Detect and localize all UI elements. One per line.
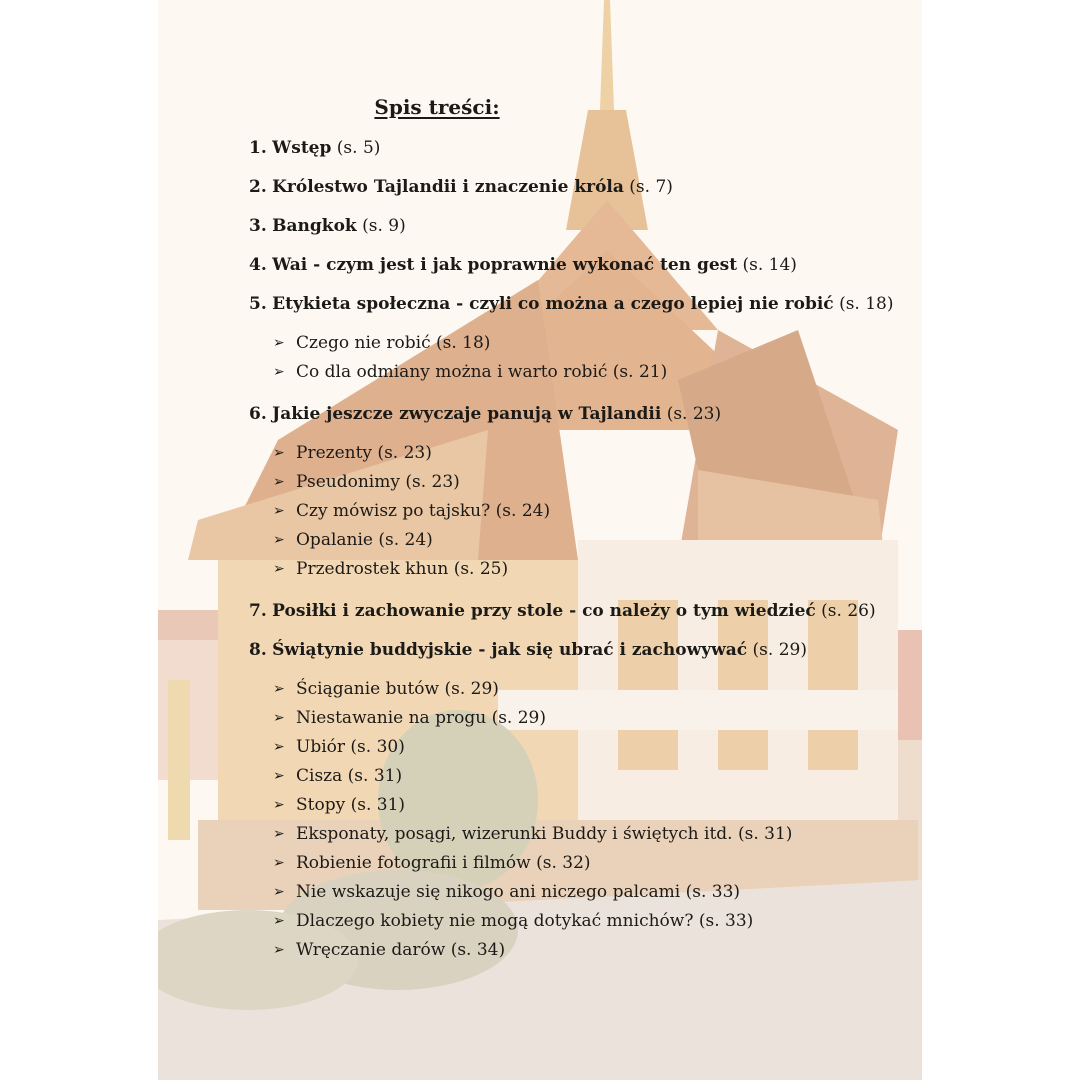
section-number: 5.: [249, 294, 267, 314]
arrowhead-bullet-icon: ➢: [273, 710, 285, 726]
section-name: Świątynie buddyjskie - jak się ubrać i zachowywać: [272, 640, 748, 660]
toc-section-2: [249, 175, 909, 199]
toc-section-3: [249, 214, 909, 238]
toc-section-4: [249, 253, 909, 277]
section-number: 6.: [249, 404, 267, 424]
subsection-label: Czego nie robić (s. 18): [296, 333, 491, 353]
section-name: Posiłki i zachowanie przy stole - co należy o tym wiedzieć: [272, 601, 816, 621]
subsection-label: Ubiór (s. 30): [296, 737, 405, 757]
subsection-label: Ściąganie butów (s. 29): [296, 679, 499, 699]
table-of-contents: [249, 136, 909, 980]
section-name: Jakie jeszcze zwyczaje panują w Tajlandii: [272, 404, 662, 424]
section-page: (s. 29): [752, 640, 807, 660]
arrowhead-bullet-icon: ➢: [273, 913, 285, 929]
subsection-item: [249, 677, 909, 706]
section-name: Królestwo Tajlandii i znaczenie króla: [272, 177, 624, 197]
arrowhead-bullet-icon: ➢: [273, 532, 285, 548]
subsection-item: [249, 360, 909, 389]
subsection-item: [249, 851, 909, 880]
subsection-item: [249, 880, 909, 909]
subsection-item: [249, 441, 909, 470]
subsection-item: [249, 764, 909, 793]
toc-section-7: [249, 599, 909, 623]
subsection-list: [249, 677, 909, 967]
section-number: 7.: [249, 601, 267, 621]
section-number: 4.: [249, 255, 267, 275]
subsection-item: [249, 706, 909, 735]
toc-section-8: [249, 638, 909, 662]
subsection-label: Przedrostek khun (s. 25): [296, 559, 509, 579]
subsection-label: Cisza (s. 31): [296, 766, 403, 786]
toc-section-1: [249, 136, 909, 160]
arrowhead-bullet-icon: ➢: [273, 474, 285, 490]
subsection-item: [249, 793, 909, 822]
arrowhead-bullet-icon: ➢: [273, 503, 285, 519]
section-page: (s. 14): [742, 255, 797, 275]
subsection-label: Co dla odmiany można i warto robić (s. 21): [296, 362, 668, 382]
section-name: Etykieta społeczna - czyli co można a czego lepiej nie robić: [272, 294, 834, 314]
subsection-item: [249, 331, 909, 360]
arrowhead-bullet-icon: ➢: [273, 797, 285, 813]
section-page: (s. 5): [336, 138, 381, 158]
arrowhead-bullet-icon: ➢: [273, 445, 285, 461]
section-number: 2.: [249, 177, 267, 197]
subsection-label: Stopy (s. 31): [296, 795, 406, 815]
section-page: (s. 23): [666, 404, 722, 424]
subsection-label: Robienie fotografii i filmów (s. 32): [296, 853, 591, 873]
section-page: (s. 7): [629, 177, 673, 197]
subsection-label: Dlaczego kobiety nie mogą dotykać mnichów? (s. 33): [296, 911, 754, 931]
toc-section-6: [249, 402, 909, 426]
subsection-list: [249, 441, 909, 586]
subsection-list: [249, 331, 909, 389]
section-number: 1.: [249, 138, 267, 158]
arrowhead-bullet-icon: ➢: [273, 681, 285, 697]
arrowhead-bullet-icon: ➢: [273, 884, 285, 900]
subsection-label: Nie wskazuje się nikogo ani niczego palcami (s. 33): [296, 882, 741, 902]
section-page: (s. 9): [362, 216, 406, 236]
section-name: Bangkok: [272, 216, 357, 236]
section-number: 3.: [249, 216, 267, 236]
arrowhead-bullet-icon: ➢: [273, 335, 285, 351]
arrowhead-bullet-icon: ➢: [273, 942, 285, 958]
subsection-item: [249, 528, 909, 557]
arrowhead-bullet-icon: ➢: [273, 739, 285, 755]
subsection-label: Wręczanie darów (s. 34): [296, 940, 506, 960]
subsection-item: [249, 735, 909, 764]
section-name: Wstęp: [272, 138, 332, 158]
toc-section-5: [249, 292, 909, 316]
subsection-item: [249, 499, 909, 528]
arrowhead-bullet-icon: ➢: [273, 855, 285, 871]
arrowhead-bullet-icon: ➢: [273, 768, 285, 784]
subsection-item: [249, 822, 909, 851]
arrowhead-bullet-icon: ➢: [273, 826, 285, 842]
subsection-item: [249, 470, 909, 499]
subsection-item: [249, 557, 909, 586]
subsection-item: [249, 909, 909, 938]
subsection-label: Eksponaty, posągi, wizerunki Buddy i świętych itd. (s. 31): [296, 824, 793, 844]
arrowhead-bullet-icon: ➢: [273, 561, 285, 577]
subsection-label: Opalanie (s. 24): [296, 530, 433, 550]
subsection-item: [249, 938, 909, 967]
section-page: (s. 18): [839, 294, 894, 314]
subsection-label: Niestawanie na progu (s. 29): [296, 708, 546, 728]
subsection-label: Pseudonimy (s. 23): [296, 472, 460, 492]
section-name: Wai - czym jest i jak poprawnie wykonać ten gest: [272, 255, 738, 275]
section-number: 8.: [249, 640, 267, 660]
subsection-label: Czy mówisz po tajsku? (s. 24): [296, 501, 551, 521]
toc-title: Spis treści:: [374, 95, 500, 119]
section-page: (s. 26): [821, 601, 876, 621]
subsection-label: Prezenty (s. 23): [296, 443, 432, 463]
arrowhead-bullet-icon: ➢: [273, 364, 285, 380]
